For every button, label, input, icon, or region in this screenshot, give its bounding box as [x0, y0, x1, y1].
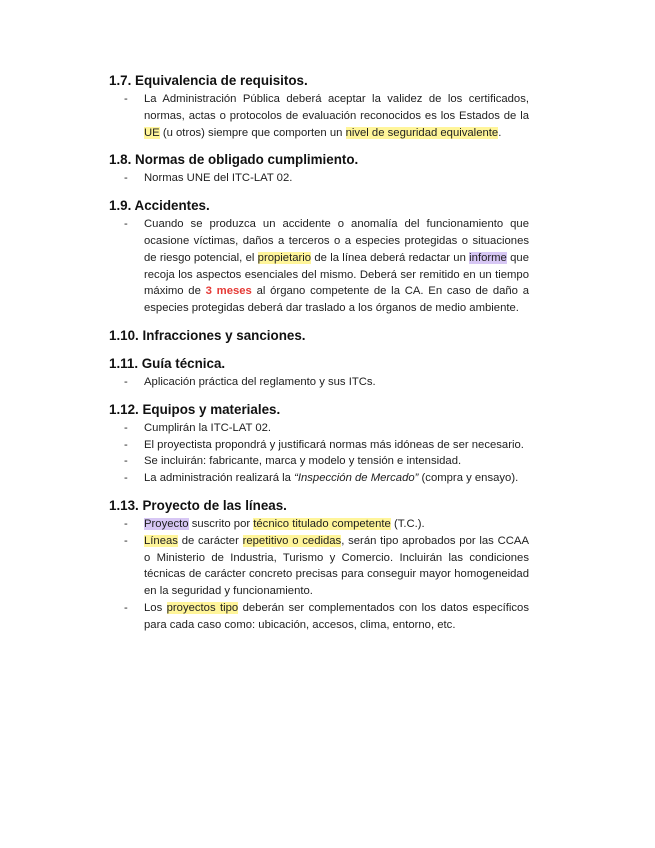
bullet-dash: - [124, 438, 128, 451]
text-run: al órgano competente de la CA. En caso de daño a especies protegidas deberá dar traslado a los órganos de medio ambiente. [144, 285, 529, 315]
text-run: (u otros) siempre que comporten un [159, 126, 346, 139]
text-run: Aplicación práctica del reglamento y sus ITCs. [144, 375, 376, 388]
highlight-tecnico-titulado: técnico titulado competente [253, 517, 391, 530]
section-heading: 1.11. Guía técnica. [109, 355, 226, 371]
text-run: deberán ser complementados con los datos específicos para cada caso como: ubicación, accesos, clima, entorno, etc. [144, 601, 529, 631]
text-run: Cuando se produzca un accidente o anomalía del funcionamiento que ocasione víctimas, daños a terceros o a especies protegidas o situaciones de riesgo potencial, el [144, 218, 529, 264]
emphasis-3-meses: 3 meses [205, 285, 252, 298]
text-run: (compra y ensayo). [418, 472, 519, 485]
text-run: La Administración Pública deberá aceptar la validez de los certificados, normas, actas o protocolos de evaluación reconocidos es los Estados de la [144, 93, 529, 122]
section-heading: 1.12. Equipos y materiales. [109, 401, 281, 417]
list-item [109, 216, 529, 317]
text-run: de la línea deberá redactar un [311, 251, 470, 264]
section-1-10 [109, 327, 529, 345]
bullet-dash: - [124, 375, 128, 388]
italic-inspeccion-mercado: “Inspección de Mercado” [294, 472, 419, 485]
text-run: Cumplirán la ITC-LAT 02. [144, 421, 272, 434]
section-1-13 [109, 497, 529, 634]
list-item [109, 470, 529, 487]
section-heading: 1.9. Accidentes. [109, 198, 210, 214]
highlight-lineas: Líneas [144, 534, 178, 547]
section-heading: 1.10. Infracciones y sanciones. [109, 327, 306, 343]
highlight-informe: informe [469, 251, 507, 264]
section-heading: 1.8. Normas de obligado cumplimiento. [109, 152, 359, 168]
text-run: Los [144, 601, 167, 614]
section-1-8 [109, 151, 529, 187]
bullet-dash: - [124, 93, 128, 105]
highlight-propietario: propietario [257, 251, 312, 264]
list-item [109, 420, 529, 437]
list-item [109, 437, 529, 454]
list-item [109, 170, 529, 187]
bullet-dash: - [124, 421, 128, 434]
text-run: Se incluirán: fabricante, marca y modelo y tensión e intensidad. [144, 455, 462, 468]
bullet-dash: - [124, 472, 128, 485]
bullet-dash: - [124, 601, 128, 614]
text-run: suscrito por [188, 517, 254, 530]
highlight-nivel-seguridad: nivel de seguridad equivalente [345, 126, 499, 139]
bullet-dash: - [124, 218, 128, 231]
section-heading: 1.7. Equivalencia de requisitos. [109, 73, 308, 88]
text-run: que recoja los aspectos esenciales del mismo. Deberá ser remitido en un tiempo máximo de [144, 251, 529, 298]
text-run: El proyectista propondrá y justificará normas más idóneas de ser necesario. [144, 438, 524, 451]
highlight-ue: UE [144, 126, 160, 139]
text-run: (T.C.). [390, 517, 425, 530]
list-item [109, 533, 529, 600]
list-item [109, 516, 529, 533]
section-1-7 [109, 72, 529, 141]
list-item [109, 453, 529, 470]
section-heading: 1.13. Proyecto de las líneas. [109, 497, 287, 513]
list-item [109, 91, 529, 141]
list-item [109, 600, 529, 634]
bullet-dash: - [124, 517, 128, 530]
text-run: , serán tipo aprobados por las CCAA o Ministerio de Industria, Turismo y Comercio. Incluirán las condiciones técnicas de carácter concreto precisas para conseguir mayor homogeneidad en la seguridad y funcionamiento. [144, 534, 529, 598]
section-1-12 [109, 401, 529, 487]
section-1-11 [109, 355, 529, 391]
bullet-dash: - [124, 172, 128, 185]
text-run: Normas UNE del ITC-LAT 02. [144, 172, 293, 185]
text-run: de carácter [177, 534, 243, 547]
bullet-dash: - [124, 455, 128, 468]
section-1-9 [109, 197, 529, 317]
highlight-repetitivo-cedidas: repetitivo o cedidas [242, 534, 342, 547]
text-run: . [498, 126, 502, 139]
document-content [109, 72, 529, 644]
text-run: La administración realizará la [144, 472, 295, 485]
highlight-proyectos-tipo: proyectos tipo [166, 601, 239, 614]
bullet-dash: - [124, 534, 128, 547]
list-item [109, 374, 529, 391]
highlight-proyecto: Proyecto [144, 517, 189, 530]
